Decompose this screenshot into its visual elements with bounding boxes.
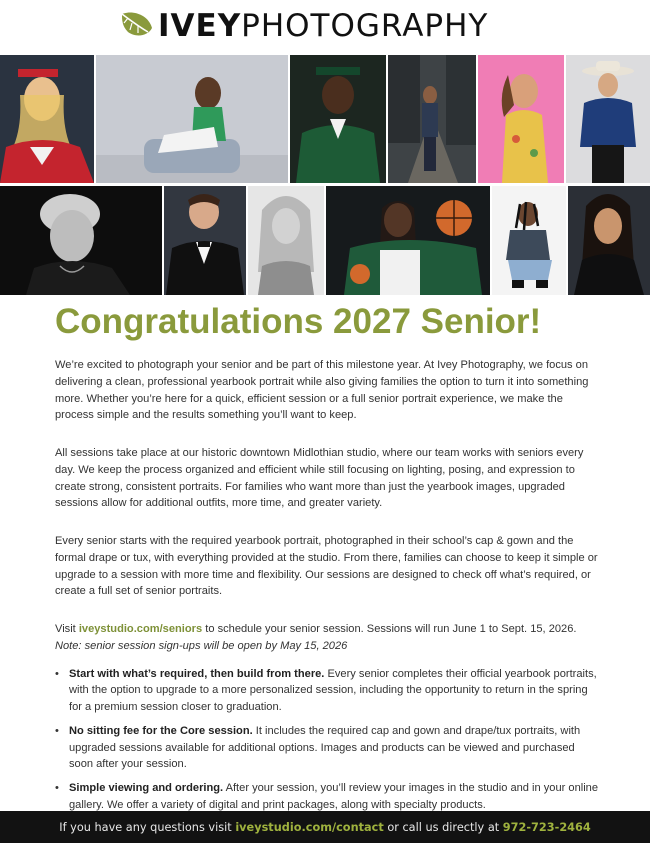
list-item [55,780,600,813]
leaf-logo-icon [118,6,158,46]
logo-bold: IVEY [158,8,242,44]
session-paragraph: Every senior starts with the required yearbook portrait, photographed in their school’s cap & gown and the formal drape or tux, with everything provided at the studio. From there, families can choose to keep it simple or upgrade to a session with more time and flexibility. Our sessions are designed to check off what’s required, or create a full set of senior portraits. [55,535,598,598]
logo-light: PHOTOGRAPHY [241,8,489,44]
curly-hair-bw-photo [0,186,162,295]
signup-note: Note: senior session sign-ups will be open by May 15, 2026 [55,639,348,652]
graduate-red-gown-photo [0,55,94,183]
visit-suffix: to schedule your senior session. Sessions will run June 1 to Sept. 15, 2026. [202,623,577,635]
crouching-pose-photo [492,186,566,295]
visit-paragraph [55,621,600,655]
footer-middle: or call us directly at [387,820,500,834]
bullet-title: No sitting fee for the Core session. [69,725,253,738]
bullet-text: Every senior completes their official yearbook portraits, with the option to upgrade to a more personalized session, including the opportunity to return in the spring for a premium session closer to graduation. [69,668,597,713]
list-item [55,723,600,772]
bullet-title: Start with what’s required, then build from there. [69,668,325,680]
seniors-link[interactable]: iveystudio.com/seniors [78,623,203,635]
feature-list [55,666,600,821]
header [0,0,650,54]
seated-pose-photo [96,55,288,183]
footer-bar [0,811,650,843]
footer-prefix: If you have any questions visit [59,820,232,834]
pink-backdrop-photo [478,55,564,183]
bullet-text: It includes the required cap and gown and drape/tux portraits, with upgraded sessions available for additional options. Images and products can be viewed and purchased soon after your session. [69,725,581,771]
bullet-title: Simple viewing and ordering. [69,782,224,795]
list-item [55,666,600,715]
graduate-green-gown-photo [290,55,386,183]
page-title: Congratulations 2027 Senior! [55,302,542,341]
cowboy-hat-photo [566,55,650,183]
logo-text [158,8,488,44]
studio-paragraph: All sessions take place at our historic downtown Midlothian studio, where our team works with seniors every day. We keep the process organized and efficient while still focusing on lighting, posing, and expression to create strong, consistent portraits. For families who want more than just the yearbook images, upgraded sessions allow for additional outfits, more time, and greater variety. [55,447,584,510]
drape-portrait-photo [568,186,650,295]
visit-prefix: Visit [55,623,79,635]
contact-link[interactable]: iveystudio.com/contact [235,820,384,834]
bw-portrait-photo [248,186,324,295]
basketball-letterman-photo [326,186,490,295]
logo[interactable] [118,6,488,46]
train-tracks-photo [388,55,476,183]
tuxedo-portrait-photo [164,186,246,295]
phone-link[interactable]: 972-723-2464 [502,820,591,834]
bullet-text: After your session, you’ll review your images in the studio and in your online gallery. We offer a variety of digital and print packages, along with specialty products. [69,782,599,811]
intro-paragraph: We’re excited to photograph your senior and be part of this milestone year. At Ivey Photography, we focus on delivering a clean, professional yearbook portrait while also giving families the option to turn it into something more. Whether you’re here for a quick, efficient session or a full senior portrait experience, we make the process simple and the results something you’ll want to keep. [55,359,589,422]
